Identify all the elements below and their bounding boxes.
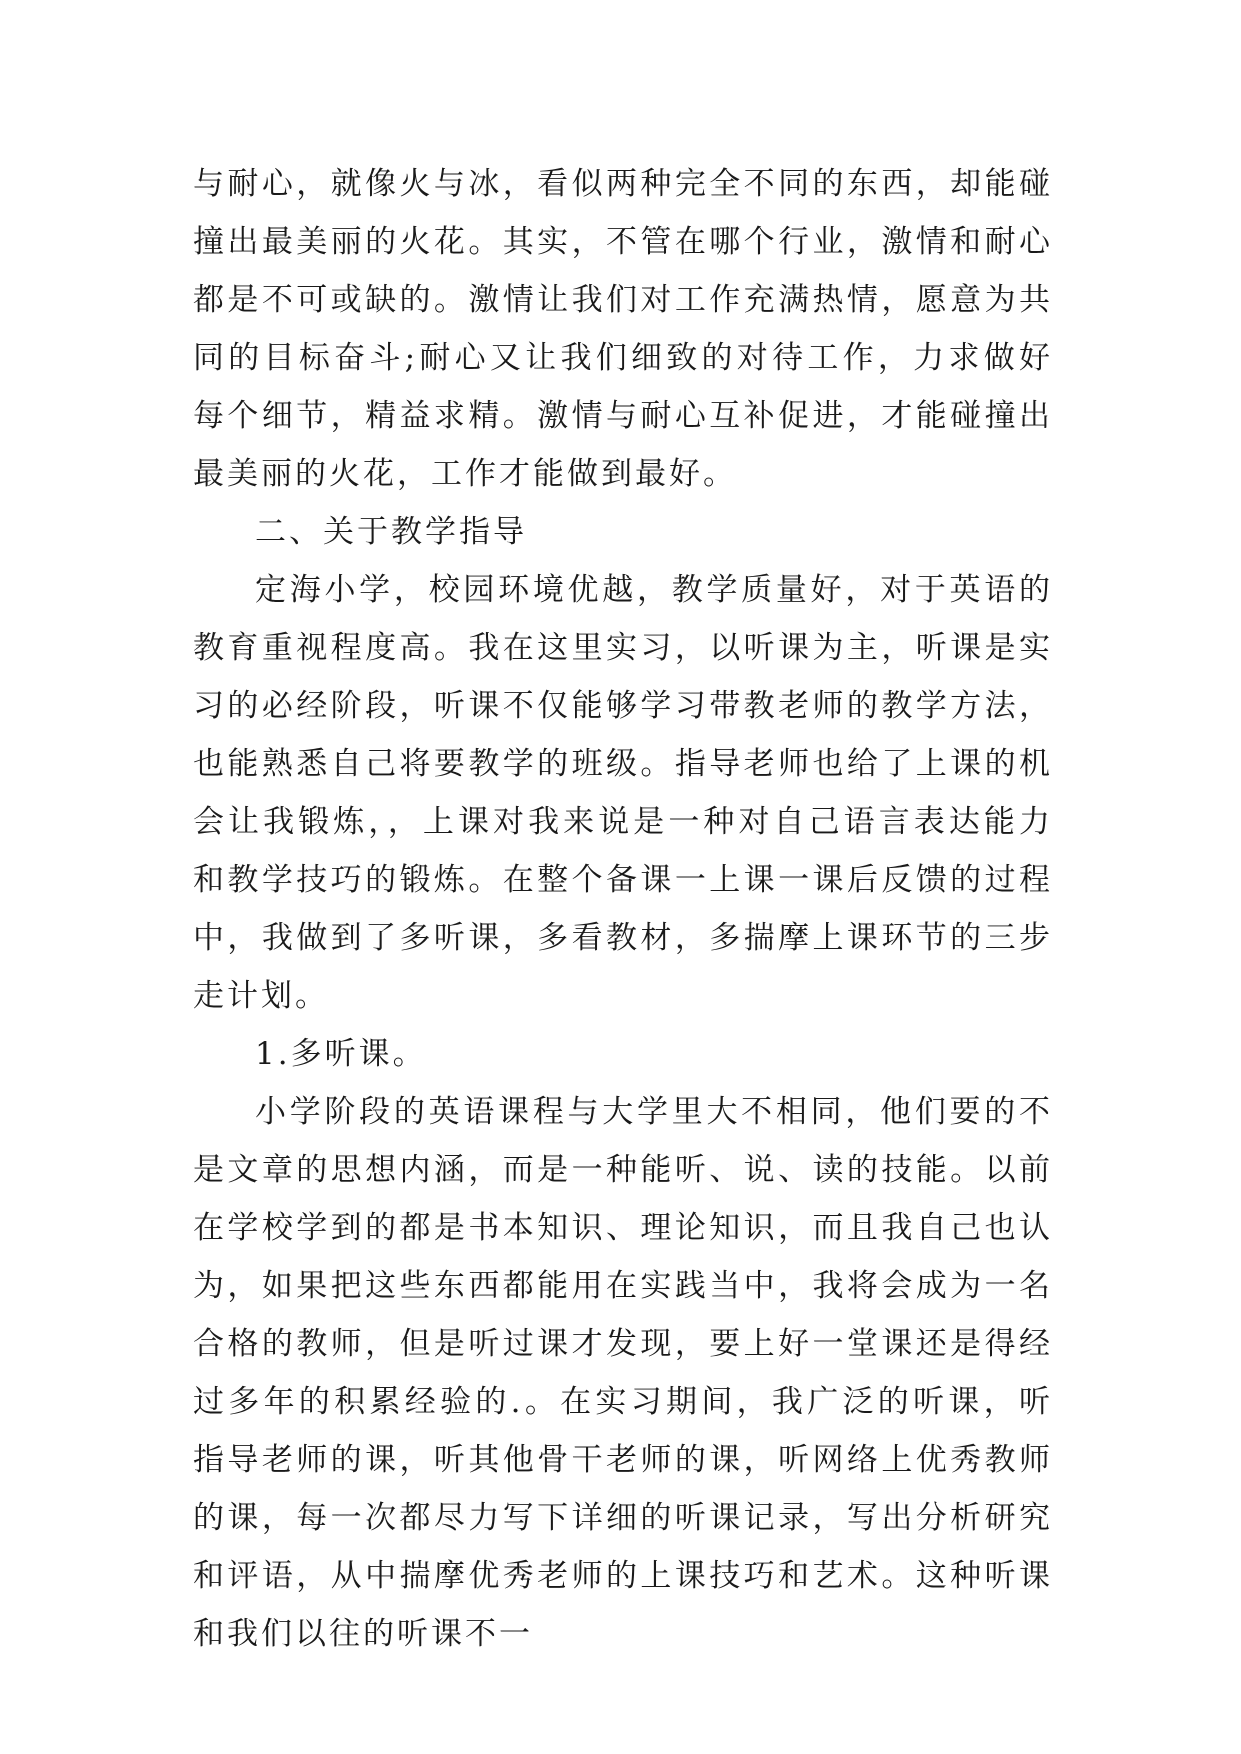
section-heading: 二、关于教学指导 xyxy=(255,514,527,550)
subsection-heading: 1.多听课。 xyxy=(255,1036,427,1072)
document-body xyxy=(193,155,1053,1663)
paragraph-continuation: 与耐心，就像火与冰，看似两种完全不同的东西，却能碰撞出最美丽的火花。其实，不管在哪个行业，激情和耐心都是不可或缺的。激情让我们对工作充满热情，愿意为共同的目标奋斗;耐心又让我们细致的对待工作，力求做好每个细节，精益求精。激情与耐心互补促进，才能碰撞出最美丽的火花，工作才能做到最好。 xyxy=(193,166,1053,492)
paragraph-listening: 小学阶段的英语课程与大学里大不相同，他们要的不是文章的思想内涵，而是一种能听、说、读的技能。以前在学校学到的都是书本知识、理论知识，而且我自己也认为，如果把这些东西都能用在实践当中，我将会成为一名合格的教师，但是听过课才发现，要上好一堂课还是得经过多年的积累经验的.。在实习期间，我广泛的听课，听指导老师的课，听其他骨干老师的课，听网络上优秀教师的课，每一次都尽力写下详细的听课记录，写出分析研究和评语，从中揣摩优秀老师的上课技巧和艺术。这种听课和我们以往的听课不一 xyxy=(193,1094,1053,1652)
paragraph-teaching-guidance: 定海小学，校园环境优越，教学质量好，对于英语的教育重视程度高。我在这里实习，以听课为主，听课是实习的必经阶段，听课不仅能够学习带教老师的教学方法，也能熟悉自己将要教学的班级。指导老师也给了上课的机会让我锻炼，，上课对我来说是一种对自己语言表达能力和教学技巧的锻炼。在整个备课一上课一课后反馈的过程中，我做到了多听课，多看教材，多揣摩上课环节的三步走计划。 xyxy=(193,572,1053,1014)
